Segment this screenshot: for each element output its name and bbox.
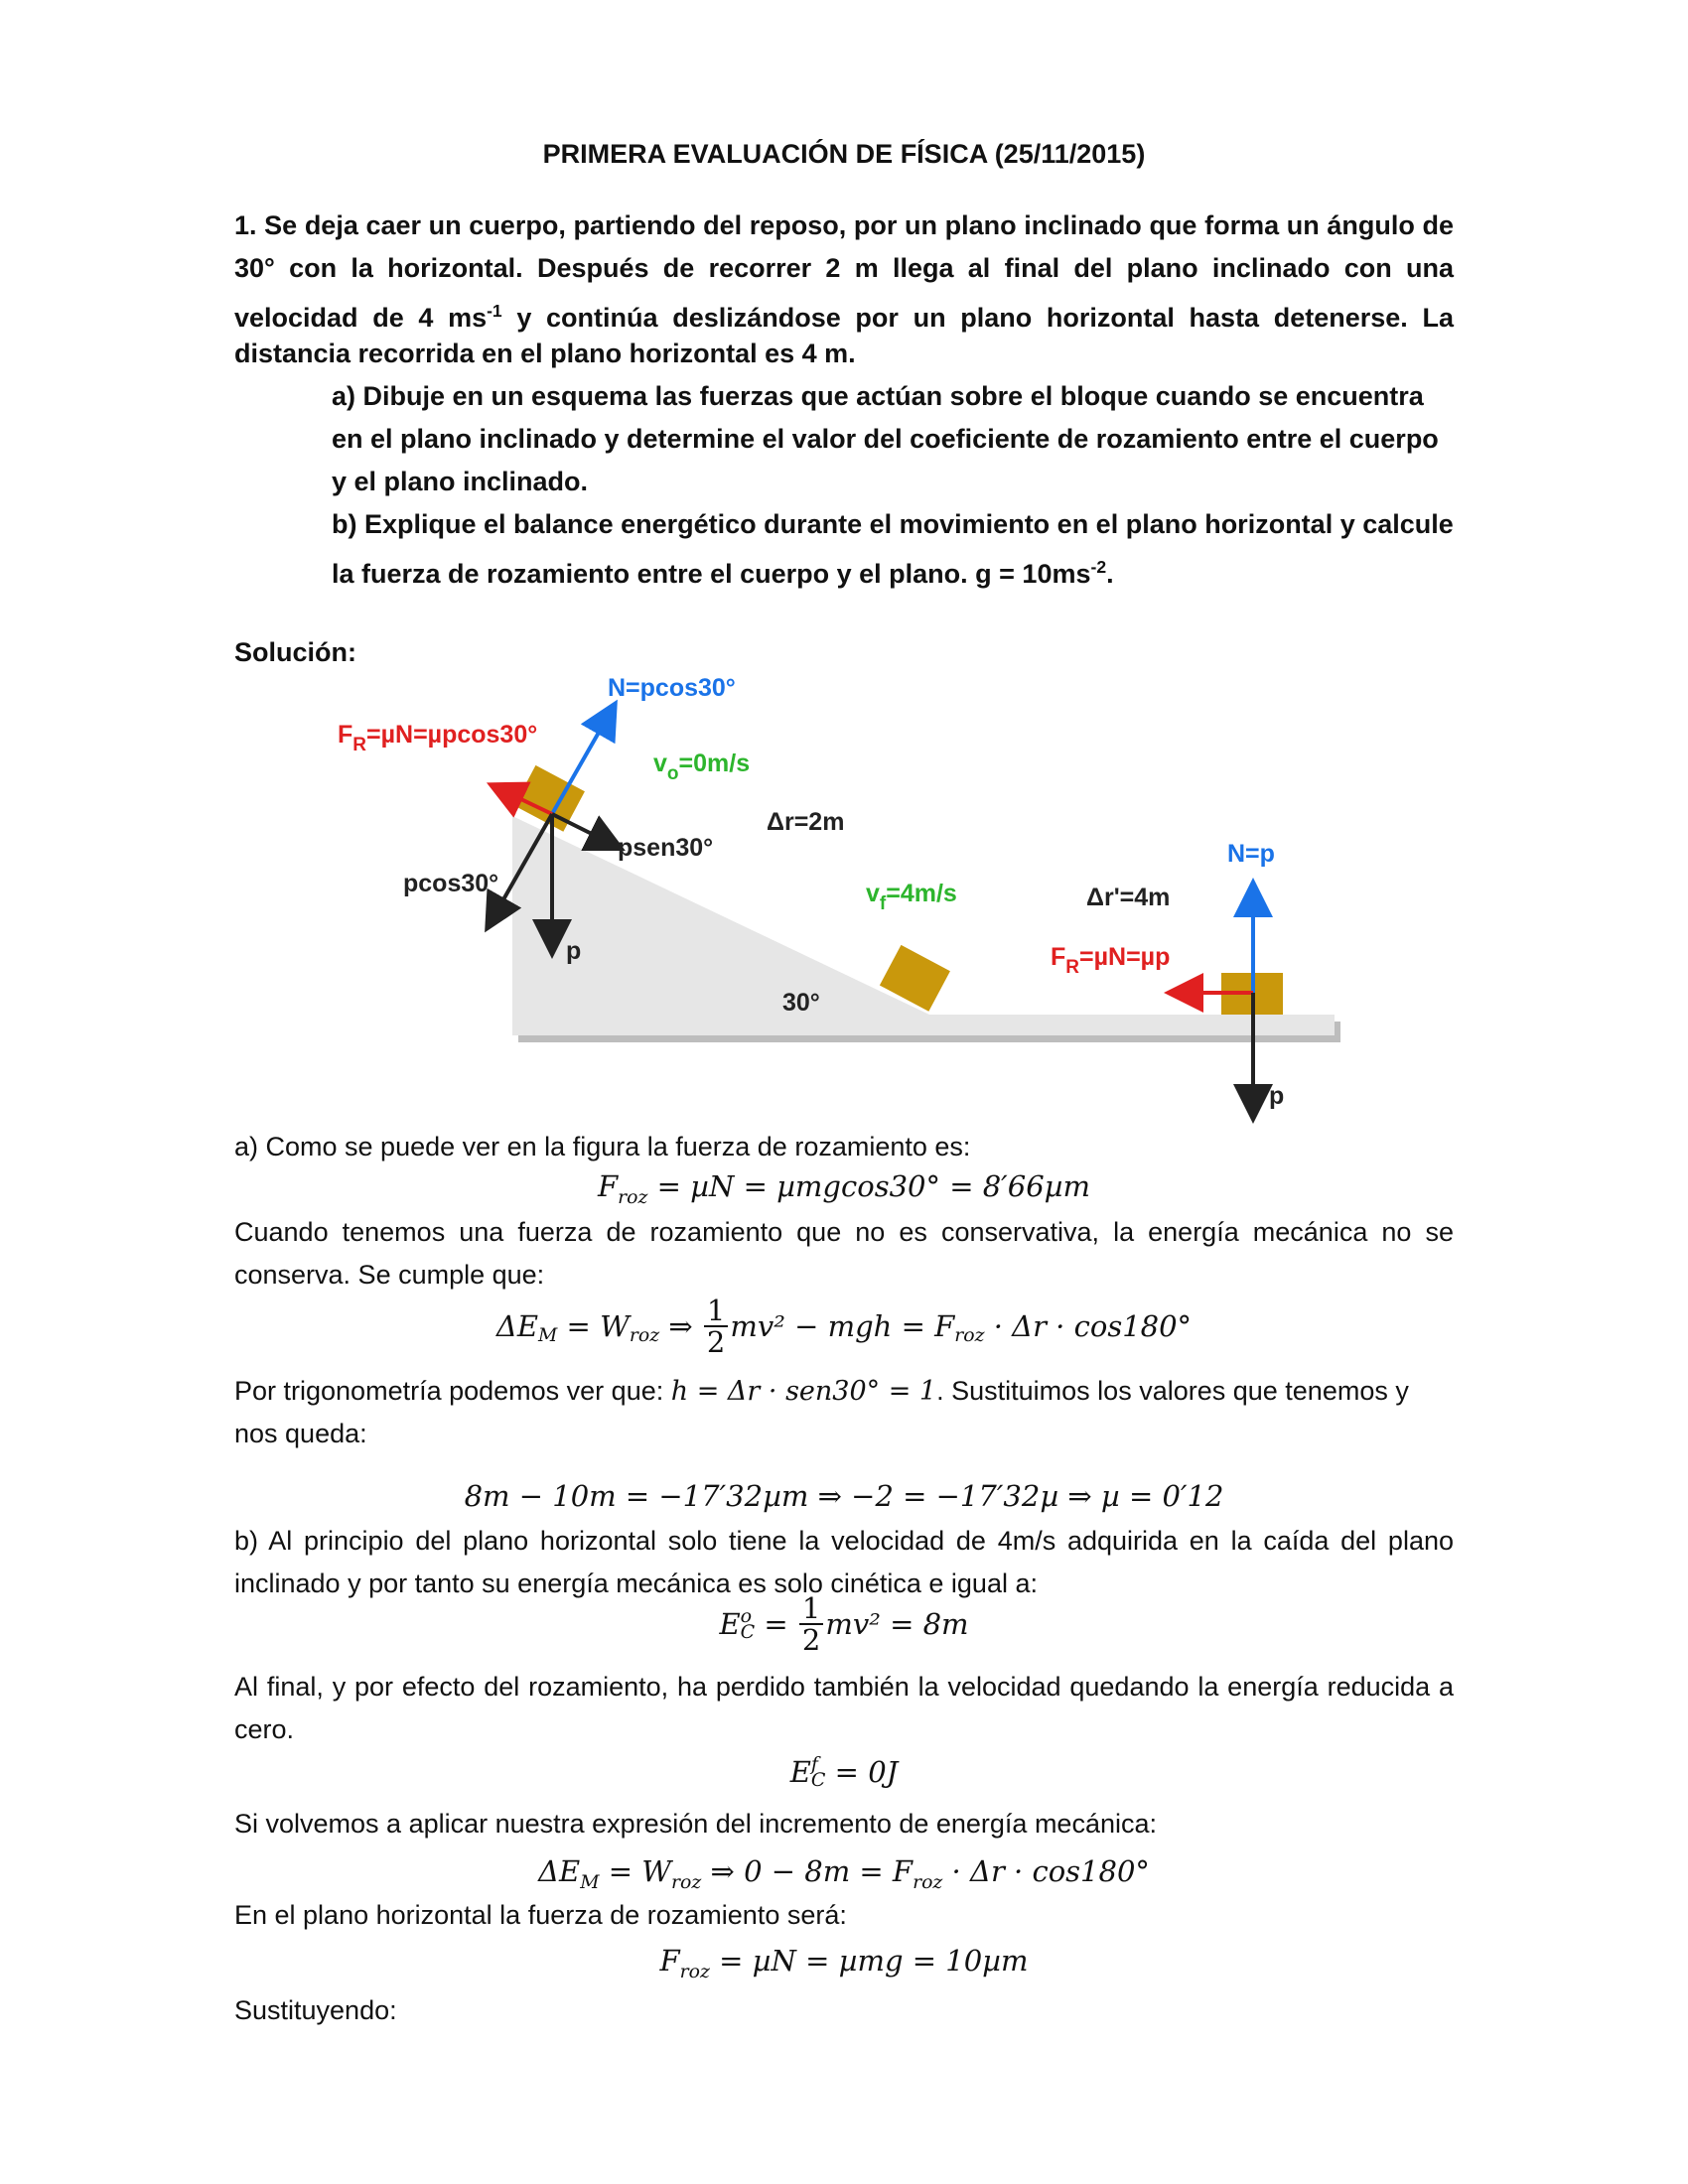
eq6-mid: = W	[599, 1854, 672, 1888]
eq5-sub: C	[810, 1769, 826, 1791]
eq2-arrow: ⇒	[659, 1309, 702, 1343]
label-dr: Δr=2m	[767, 808, 845, 836]
equation-kinetic-initial	[0, 1593, 1688, 1655]
part-a-text-1: Cuando tenemos una fuerza de rozamiento que no es conservativa, la energía mecánica no se conserva. Se cumple que:	[234, 1217, 1454, 1290]
label-vf-pre: v	[866, 880, 880, 907]
label-v0-pre: v	[653, 750, 667, 777]
eq2-left-sub: M	[538, 1324, 558, 1346]
label-friction-incline-post: =µN=µpcos30°	[366, 721, 538, 749]
label-normal-flat: N=p	[1227, 840, 1275, 868]
label-friction-incline	[338, 721, 537, 755]
label-normal-incline: N=pcos30°	[608, 674, 736, 702]
eq2-fraction	[704, 1296, 728, 1357]
eq4-num: 1	[799, 1593, 823, 1625]
label-v0	[653, 750, 750, 784]
eq6-left: ΔE	[538, 1854, 581, 1888]
part-b-text-4: En el plano horizontal la fuerza de rozamiento será:	[234, 1900, 847, 1930]
eq4-sub: C	[740, 1621, 756, 1643]
eq6-rest-sub: roz	[913, 1871, 943, 1893]
eq4-scripts	[740, 1605, 756, 1643]
label-pcos: pcos30°	[403, 870, 499, 897]
eq5-sup: f	[810, 1753, 818, 1775]
text2-post: . Sustituimos los valores que tenemos y	[936, 1376, 1409, 1406]
problem-line-1: 1. Se deja caer un cuerpo, partiendo del reposo, por un plano inclinado que forma un ángulo de	[234, 210, 1454, 240]
eq6-end: · Δr · cos180°	[942, 1854, 1150, 1888]
text2-pre: Por trigonometría podemos ver que:	[234, 1376, 671, 1406]
question-b-sup: -2	[1090, 557, 1107, 577]
eq5-post: = 0J	[825, 1755, 899, 1789]
label-vf-post: =4m/s	[886, 880, 957, 907]
text2-math: h = Δr · sen30° = 1	[670, 1376, 937, 1407]
eq4-fraction	[799, 1593, 823, 1655]
eq7-f: F	[659, 1944, 680, 1978]
label-psen: psen30°	[618, 834, 714, 862]
eq6-rest: ⇒ 0 − 8m = F	[701, 1854, 914, 1888]
label-friction-flat-post: =µN=µp	[1079, 943, 1171, 971]
label-vf	[866, 880, 957, 914]
equation-energy-flat	[0, 1854, 1688, 1893]
eq5-scripts	[810, 1753, 826, 1791]
label-v0-post: =0m/s	[678, 750, 751, 777]
solution-label: Solución:	[234, 637, 356, 667]
eq4-eq: =	[755, 1607, 797, 1641]
eq2-frac-num: 1	[704, 1296, 728, 1327]
eq1-sub: roz	[618, 1186, 648, 1208]
label-p-flat: p	[1269, 1082, 1285, 1110]
question-b-end: .	[1106, 559, 1114, 589]
label-friction-flat-pre: F	[1051, 943, 1066, 971]
eq2-mid-sub: roz	[629, 1324, 660, 1346]
label-vf-sub: f	[879, 893, 887, 914]
question-a: a) Dibuje en un esquema las fuerzas que actúan sobre el bloque cuando se encuentra en el plano inclinado y determine el valor del coeficiente de rozamiento entre el cuerpo y el plano inclinado.	[332, 381, 1439, 496]
eq1-f: F	[597, 1169, 619, 1203]
eq2-left: ΔE	[495, 1309, 539, 1343]
eq2-end: · Δr · cos180°	[984, 1309, 1193, 1343]
part-b-text-3: Si volvemos a aplicar nuestra expresión del incremento de energía mecánica:	[234, 1809, 1157, 1839]
label-friction-flat-sub: R	[1065, 957, 1080, 978]
eq4-post: mv² = 8m	[825, 1607, 969, 1641]
eq2-frac-den: 2	[706, 1325, 726, 1359]
label-v0-sub: o	[666, 763, 679, 784]
question-b-text: b) Explique el balance energético durante el movimiento en el plano horizontal y calcule la fuerza de rozamiento entre el cuerpo y el plano. g = 10ms	[332, 509, 1454, 589]
eq7-post: = µN = µmg = 10µm	[709, 1944, 1029, 1978]
eq2-right: mv² − mgh = F	[730, 1309, 955, 1343]
problem-line-2: 30° con la horizontal. Después de recorrer 2 m llega al final del plano inclinado con una	[234, 253, 1454, 283]
equation-kinetic-final	[0, 1753, 1688, 1791]
equation-mu: 8m − 10m = −17′32µm ⇒ −2 = −17′32µ ⇒ µ = 0′12	[464, 1479, 1224, 1513]
eq2-mid: = W	[557, 1309, 630, 1343]
label-friction-flat	[1051, 943, 1170, 978]
label-friction-incline-pre: F	[338, 721, 353, 749]
eq4-sup: o	[740, 1605, 753, 1627]
part-a-text-2-line-2: nos queda:	[234, 1419, 367, 1448]
problem-line-4: distancia recorrida en el plano horizontal es 4 m.	[234, 339, 856, 368]
eq4-den: 2	[801, 1623, 821, 1657]
eq5-e: E	[789, 1755, 811, 1789]
problem-line-3-pre: velocidad de 4 ms	[234, 303, 488, 333]
part-a-text-2-body	[234, 1370, 1409, 1413]
label-angle: 30°	[782, 989, 820, 1017]
equation-energy-balance	[0, 1296, 1688, 1357]
equation-friction	[0, 1169, 1688, 1208]
part-a-intro: a) Como se puede ver en la figura la fuerza de rozamiento es:	[234, 1132, 971, 1161]
part-a-text-2	[234, 1370, 1454, 1413]
problem-line-3-post: y continúa deslizándose por un plano horizontal hasta detenerse. La	[501, 303, 1454, 333]
label-p-incline: p	[566, 937, 582, 965]
problem-line-3-sup: -1	[487, 301, 502, 321]
eq7-sub: roz	[679, 1961, 710, 1982]
eq6-left-sub: M	[580, 1871, 600, 1893]
eq2-right-sub: roz	[954, 1324, 985, 1346]
label-dr2: Δr'=4m	[1086, 884, 1171, 911]
eq4-e: E	[719, 1607, 741, 1641]
equation-friction-flat	[0, 1944, 1688, 1982]
eq6-mid-sub: roz	[671, 1871, 702, 1893]
part-b-text-5: Sustituyendo:	[234, 1995, 397, 2025]
part-b-text-2: Al final, y por efecto del rozamiento, ha perdido también la velocidad quedando la energía reducida a cero.	[234, 1672, 1454, 1744]
eq1-rest: = µN = µmgcos30° = 8′66µm	[647, 1169, 1090, 1203]
page-title: PRIMERA EVALUACIÓN DE FÍSICA (25/11/2015)	[542, 139, 1146, 169]
label-friction-incline-sub: R	[352, 735, 367, 755]
part-b-text-1: b) Al principio del plano horizontal solo tiene la velocidad de 4m/s adquirida en la caída del plano inclinado y por tanto su energía mecánica es solo cinética e igual a:	[234, 1526, 1454, 1598]
